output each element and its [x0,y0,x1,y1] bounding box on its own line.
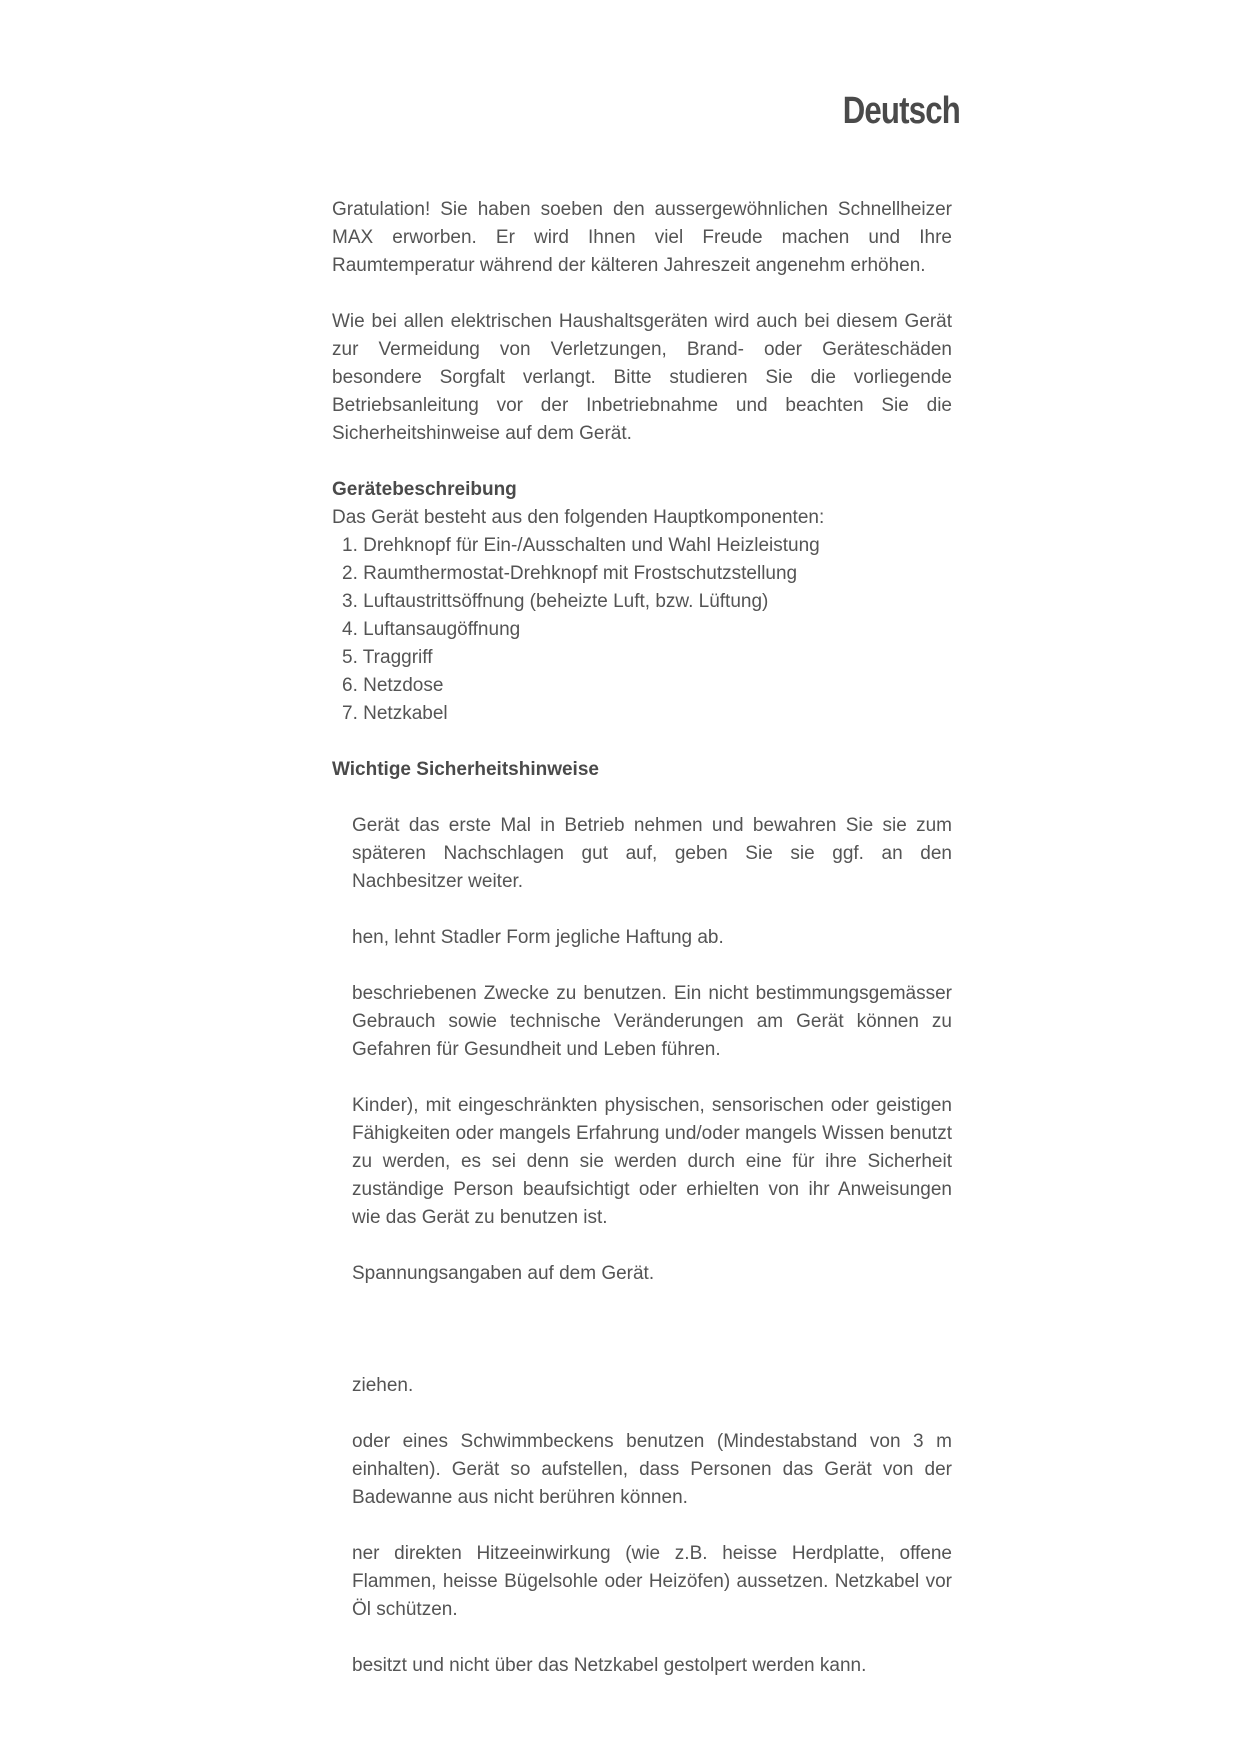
component-item: 7. Netzkabel [342,703,448,724]
safety-heading: Wichtige Sicherheitshinweise [332,759,599,780]
blank-gap [352,1316,952,1372]
intro-paragraph-2: Wie bei allen elektrischen Haushaltsgeräten wird auch bei diesem Gerät zur Vermeidung von Verletzungen, Brand- oder Geräteschäden besondere Sorgfalt verlangt. Bitte studieren Sie die vorliegende Betriebsanleitung vor der Inbetriebnahme und beachten Sie die Sicherheitshinweise auf dem Gerät. [332,311,952,444]
page-content [332,196,952,1708]
component-item: 6. Netzdose [342,675,444,696]
language-title: Deutsch [842,90,960,132]
description-heading: Gerätebeschreibung [332,479,517,500]
intro-paragraph-1: Gratulation! Sie haben soeben den aussergewöhnlichen Schnellheizer MAX erworben. Er wird Ihnen viel Freude machen und Ihre Raumtemperatur während der kälteren Jahreszeit angenehm erhöhen. [332,199,952,276]
component-item: 1. Drehknopf für Ein-/Ausschalten und Wahl Heizleistung [342,535,820,556]
component-item: 5. Traggriff [342,647,433,668]
safety-note: besitzt und nicht über das Netzkabel gestolpert werden kann. [352,1655,867,1676]
safety-note: oder eines Schwimmbeckens benutzen (Mindestabstand von 3 m einhalten). Gerät so aufstellen, dass Personen das Gerät von der Badewanne aus nicht berühren können. [352,1431,952,1508]
components-list [332,532,952,728]
safety-notes [352,812,952,1680]
component-item: 4. Luftansaugöffnung [342,619,521,640]
safety-note: Spannungsangaben auf dem Gerät. [352,1263,655,1284]
description-lead: Das Gerät besteht aus den folgenden Hauptkomponenten: [332,507,825,528]
component-item: 2. Raumthermostat-Drehknopf mit Frostschutzstellung [342,563,798,584]
safety-note: ner direkten Hitzeeinwirkung (wie z.B. heisse Herdplatte, offene Flammen, heisse Bügelsohle oder Heizöfen) aussetzen. Netzkabel vor Öl schützen. [352,1543,952,1620]
safety-note: ziehen. [352,1375,414,1396]
safety-note: hen, lehnt Stadler Form jegliche Haftung ab. [352,927,724,948]
safety-note: Kinder), mit eingeschränkten physischen, sensorischen oder geistigen Fähigkeiten oder mangels Erfahrung und/oder mangels Wissen benutzt zu werden, es sei denn sie werden durch eine für ihre Sicherheit zuständige Person beaufsichtigt oder erhielten von ihr Anweisungen wie das Gerät zu benutzen ist. [352,1095,952,1228]
safety-note: beschriebenen Zwecke zu benutzen. Ein nicht bestimmungsgemässer Gebrauch sowie technische Veränderungen am Gerät können zu Gefahren für Gesundheit und Leben führen. [352,983,952,1060]
safety-note: Gerät das erste Mal in Betrieb nehmen und bewahren Sie sie zum späteren Nachschlagen gut auf, geben Sie sie ggf. an den Nachbesitzer weiter. [352,815,952,892]
component-item: 3. Luftaustrittsöffnung (beheizte Luft, bzw. Lüftung) [342,591,769,612]
